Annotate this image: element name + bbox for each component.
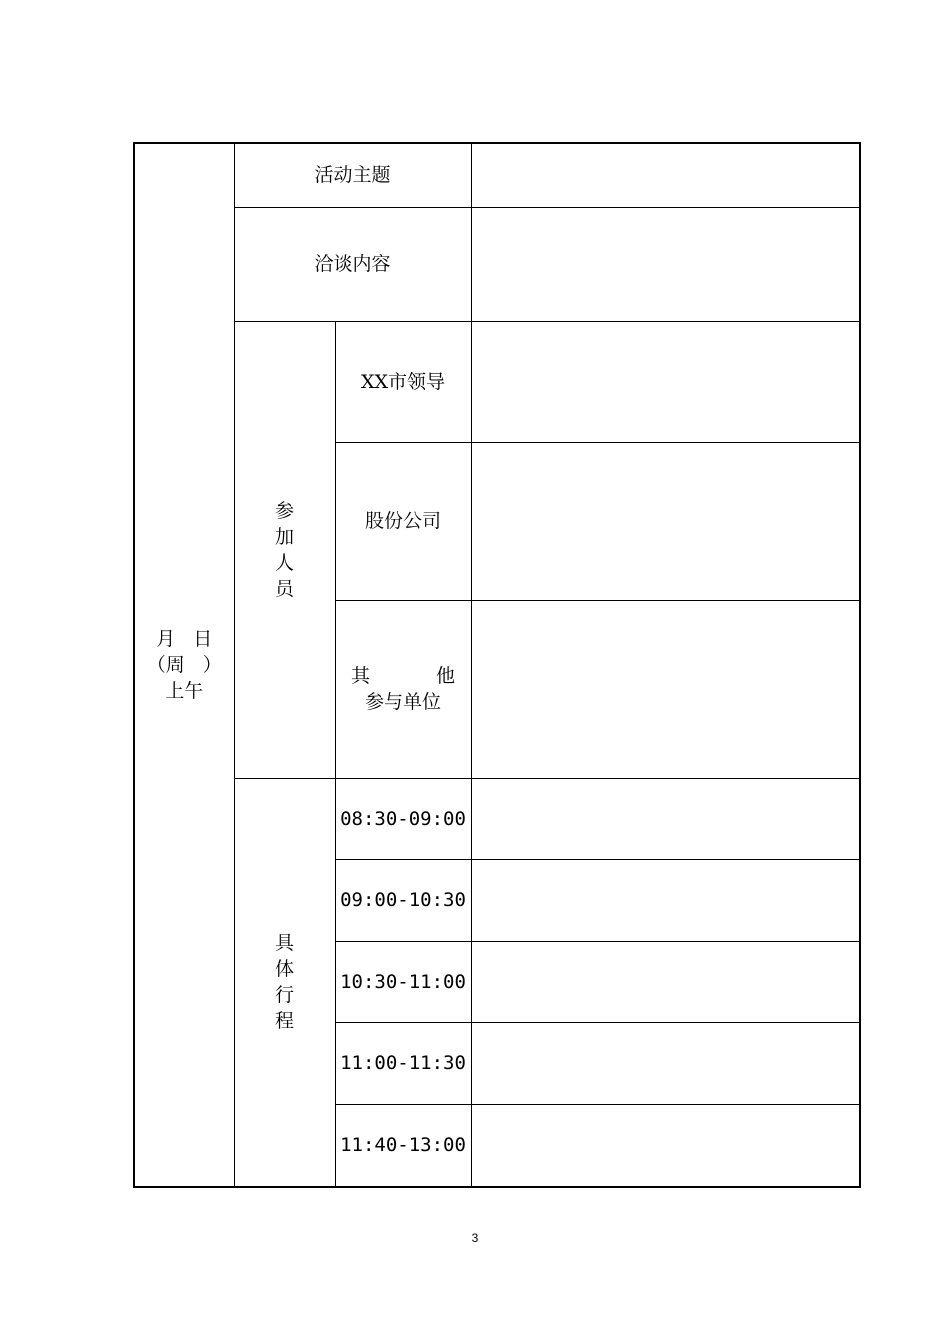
negotiation-value[interactable] [471,207,860,321]
date-cell [134,143,234,1187]
participants-label: 参加人员 [274,499,294,600]
other-units-char-1: 其 [350,665,370,687]
other-units-line2: 参与单位 [365,691,442,713]
itinerary-time: 10:30-11:00 [335,941,471,1022]
itinerary-label: 具体行程 [274,932,294,1033]
other-units-line1 [336,663,471,689]
itinerary-label-cell [234,778,335,1187]
participant-label-company: 股份公司 [335,442,471,600]
itinerary-detail[interactable] [471,778,860,859]
participant-label-city-leaders: XX市领导 [335,321,471,442]
itinerary-detail[interactable] [471,1022,860,1104]
date-weekday: （周 ） [146,654,222,676]
itinerary-time: 11:40-13:00 [335,1104,471,1187]
participant-value-company[interactable] [471,442,860,600]
participant-value-city-leaders[interactable] [471,321,860,442]
other-units-char-2: 他 [436,665,456,687]
itinerary-time: 11:00-11:30 [335,1022,471,1104]
itinerary-time: 09:00-10:30 [335,859,471,941]
participant-label-other-units [335,600,471,778]
date-month-day: 月 日 [156,628,213,650]
participant-value-other-units[interactable] [471,600,860,778]
itinerary-time: 08:30-09:00 [335,778,471,859]
negotiation-label: 洽谈内容 [234,207,471,321]
itinerary-detail[interactable] [471,941,860,1022]
itinerary-detail[interactable] [471,1104,860,1187]
itinerary-detail[interactable] [471,859,860,941]
date-period: 上午 [165,680,204,702]
page-number: 3 [471,1231,479,1245]
activity-theme-label: 活动主题 [234,143,471,207]
schedule-table [133,142,861,1188]
participants-label-cell [234,321,335,778]
activity-theme-value[interactable] [471,143,860,207]
